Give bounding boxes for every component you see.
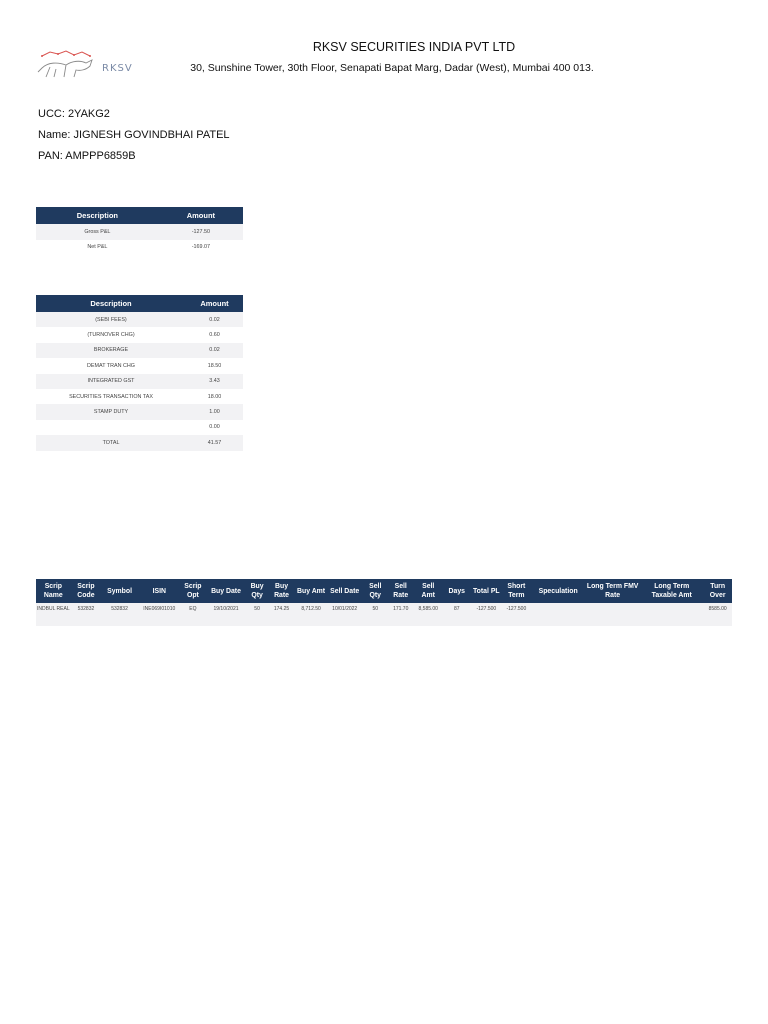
row-amount: 18.00 bbox=[186, 389, 243, 404]
client-name: Name: JIGNESH GOVINDBHAI PATEL bbox=[38, 129, 230, 141]
row-description: (SEBI FEES) bbox=[36, 312, 186, 327]
row-amount: 3.43 bbox=[186, 374, 243, 389]
cell-buy-date: 19/10/2021 bbox=[205, 603, 247, 626]
pnl-summary-table bbox=[36, 207, 243, 255]
column-header-symbol: Symbol bbox=[101, 579, 138, 603]
row-amount: 41.57 bbox=[186, 435, 243, 450]
table-row bbox=[36, 389, 243, 404]
company-address: 30, Sunshine Tower, 30th Floor, Senapati Bapat Marg, Dadar (West), Mumbai 400 013. bbox=[190, 62, 594, 74]
row-description: DEMAT TRAN CHG bbox=[36, 358, 186, 373]
cell-long-term-fmv-rate bbox=[585, 603, 640, 626]
cell-turn-over: 8585.00 bbox=[703, 603, 732, 626]
column-header-short-term: Short Term bbox=[502, 579, 532, 603]
row-description: Net P&L bbox=[36, 240, 159, 256]
row-amount: -127.50 bbox=[159, 224, 243, 240]
row-amount: 0.60 bbox=[186, 327, 243, 342]
row-amount: 0.00 bbox=[186, 420, 243, 435]
row-amount: 0.02 bbox=[186, 312, 243, 327]
cell-sell-qty: 50 bbox=[363, 603, 387, 626]
cell-total-pl: -127.500 bbox=[471, 603, 502, 626]
cell-isin: INE069I01010 bbox=[138, 603, 181, 626]
column-header-sell-date: Sell Date bbox=[326, 579, 363, 603]
table-row bbox=[36, 224, 243, 240]
table-row bbox=[36, 420, 243, 435]
table-header-row bbox=[36, 579, 732, 603]
row-description: INTEGRATED GST bbox=[36, 374, 186, 389]
cell-short-term: -127.500 bbox=[502, 603, 532, 626]
row-amount: 0.02 bbox=[186, 343, 243, 358]
cell-scrip-name: INDBUL REAL bbox=[36, 603, 71, 626]
table-row-total bbox=[36, 435, 243, 450]
cell-buy-qty: 50 bbox=[247, 603, 267, 626]
cell-speculation bbox=[531, 603, 585, 626]
row-description: (TURNOVER CHG) bbox=[36, 327, 186, 342]
column-header-amount: Amount bbox=[159, 207, 243, 224]
column-header-scrip-name: Scrip Name bbox=[36, 579, 71, 603]
column-header-amount: Amount bbox=[186, 295, 243, 312]
row-description: SECURITIES TRANSACTION TAX bbox=[36, 389, 186, 404]
column-header-turn-over: Turn Over bbox=[703, 579, 732, 603]
column-header-days: Days bbox=[443, 579, 472, 603]
column-header-isin: ISIN bbox=[138, 579, 181, 603]
cell-buy-amt: 8,712.50 bbox=[296, 603, 327, 626]
column-header-total-pl: Total PL bbox=[471, 579, 502, 603]
column-header-scrip-opt: Scrip Opt bbox=[181, 579, 205, 603]
logo-text: RKSV bbox=[102, 63, 133, 74]
cell-scrip-opt: EQ bbox=[181, 603, 205, 626]
table-header-row bbox=[36, 207, 243, 224]
cell-long-term-taxable-amt bbox=[640, 603, 703, 626]
row-description: Gross P&L bbox=[36, 224, 159, 240]
column-header-description: Description bbox=[36, 295, 186, 312]
column-header-buy-qty: Buy Qty bbox=[247, 579, 267, 603]
column-header-long-term-fmv-rate: Long Term FMV Rate bbox=[585, 579, 640, 603]
cell-days: 87 bbox=[443, 603, 472, 626]
row-amount: 1.00 bbox=[186, 404, 243, 419]
row-description: TOTAL bbox=[36, 435, 186, 450]
column-header-speculation: Speculation bbox=[531, 579, 585, 603]
cell-buy-rate: 174.25 bbox=[267, 603, 296, 626]
row-description: STAMP DUTY bbox=[36, 404, 186, 419]
trades-table bbox=[36, 579, 732, 626]
row-amount: 18.50 bbox=[186, 358, 243, 373]
table-row bbox=[36, 603, 732, 626]
cell-scrip-code: 532832 bbox=[71, 603, 102, 626]
table-header-row bbox=[36, 295, 243, 312]
company-name: RKSV SECURITIES INDIA PVT LTD bbox=[312, 40, 516, 54]
row-description: BROKERAGE bbox=[36, 343, 186, 358]
charges-table bbox=[36, 295, 243, 451]
row-amount: -169.07 bbox=[159, 240, 243, 256]
row-description bbox=[36, 420, 186, 435]
client-pan: PAN: AMPPP6859B bbox=[38, 150, 136, 162]
column-header-description: Description bbox=[36, 207, 159, 224]
table-row bbox=[36, 374, 243, 389]
column-header-buy-date: Buy Date bbox=[205, 579, 247, 603]
cell-symbol: 532832 bbox=[101, 603, 138, 626]
table-row bbox=[36, 312, 243, 327]
column-header-long-term-taxable-amt: Long Term Taxable Amt bbox=[640, 579, 703, 603]
column-header-sell-rate: Sell Rate bbox=[387, 579, 413, 603]
table-row bbox=[36, 327, 243, 342]
cell-sell-date: 10/01/2022 bbox=[326, 603, 363, 626]
column-header-sell-qty: Sell Qty bbox=[363, 579, 387, 603]
table-row bbox=[36, 404, 243, 419]
column-header-scrip-code: Scrip Code bbox=[71, 579, 102, 603]
cell-sell-rate: 171.70 bbox=[387, 603, 413, 626]
table-row bbox=[36, 343, 243, 358]
column-header-buy-amt: Buy Amt bbox=[296, 579, 327, 603]
column-header-buy-rate: Buy Rate bbox=[267, 579, 296, 603]
table-row bbox=[36, 358, 243, 373]
client-ucc: UCC: 2YAKG2 bbox=[38, 108, 110, 120]
column-header-sell-amt: Sell Amt bbox=[414, 579, 443, 603]
table-row bbox=[36, 240, 243, 256]
cell-sell-amt: 8,585.00 bbox=[414, 603, 443, 626]
